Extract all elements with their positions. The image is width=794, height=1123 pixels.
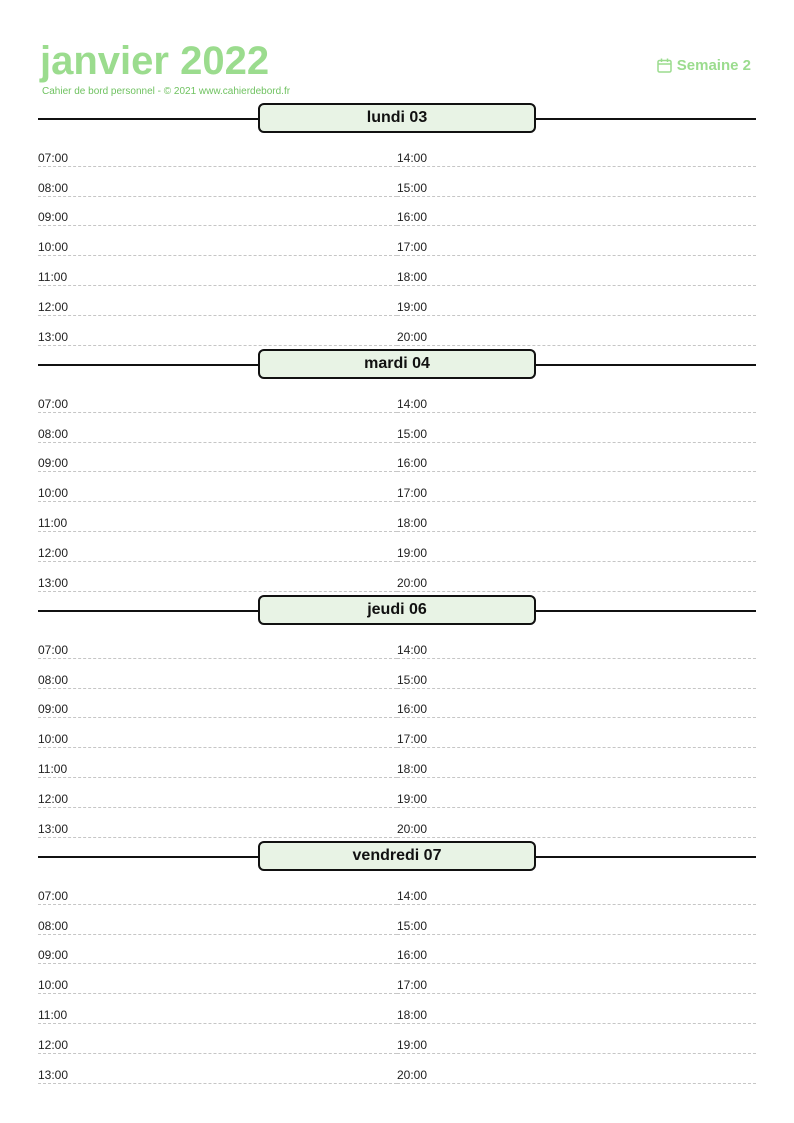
time-slot[interactable]: 12:00 <box>38 1024 397 1054</box>
time-slot[interactable]: 17:00 <box>397 226 756 256</box>
time-slot[interactable]: 18:00 <box>397 256 756 286</box>
time-slot[interactable]: 10:00 <box>38 226 397 256</box>
time-slot[interactable]: 20:00 <box>397 316 756 346</box>
time-slots <box>38 137 756 346</box>
day-label: mardi 04 <box>258 349 536 379</box>
afternoon-column <box>397 383 756 592</box>
time-slot[interactable]: 13:00 <box>38 562 397 592</box>
time-slot[interactable]: 11:00 <box>38 994 397 1024</box>
day-label: vendredi 07 <box>258 841 536 871</box>
time-slot[interactable]: 07:00 <box>38 875 397 905</box>
calendar-icon <box>657 58 672 73</box>
time-slot[interactable]: 14:00 <box>397 629 756 659</box>
time-slot[interactable]: 07:00 <box>38 137 397 167</box>
time-slot[interactable]: 15:00 <box>397 167 756 197</box>
time-slot[interactable]: 12:00 <box>38 778 397 808</box>
page-subtitle: Cahier de bord personnel - © 2021 www.cahierdebord.fr <box>42 86 291 97</box>
week-indicator <box>657 57 751 74</box>
time-slot[interactable]: 19:00 <box>397 532 756 562</box>
time-slot[interactable]: 14:00 <box>397 137 756 167</box>
time-slot[interactable]: 17:00 <box>397 718 756 748</box>
time-slot[interactable]: 08:00 <box>38 905 397 935</box>
time-slot[interactable]: 16:00 <box>397 689 756 719</box>
time-slot[interactable]: 10:00 <box>38 472 397 502</box>
morning-column <box>38 629 397 838</box>
time-slot[interactable]: 08:00 <box>38 167 397 197</box>
time-slot[interactable]: 09:00 <box>38 197 397 227</box>
time-slot[interactable]: 19:00 <box>397 286 756 316</box>
time-slots <box>38 629 756 838</box>
time-slot[interactable]: 09:00 <box>38 935 397 965</box>
morning-column <box>38 137 397 346</box>
day-section <box>38 349 756 595</box>
time-slot[interactable]: 18:00 <box>397 994 756 1024</box>
day-section <box>38 103 756 349</box>
afternoon-column <box>397 137 756 346</box>
time-slot[interactable]: 16:00 <box>397 935 756 965</box>
time-slot[interactable]: 08:00 <box>38 659 397 689</box>
week-label: Semaine 2 <box>676 57 751 74</box>
afternoon-column <box>397 629 756 838</box>
time-slot[interactable]: 08:00 <box>38 413 397 443</box>
morning-column <box>38 875 397 1084</box>
time-slot[interactable]: 20:00 <box>397 1054 756 1084</box>
time-slot[interactable]: 14:00 <box>397 875 756 905</box>
time-slot[interactable]: 16:00 <box>397 443 756 473</box>
afternoon-column <box>397 875 756 1084</box>
time-slot[interactable]: 13:00 <box>38 808 397 838</box>
time-slot[interactable]: 20:00 <box>397 562 756 592</box>
time-slot[interactable]: 09:00 <box>38 443 397 473</box>
time-slot[interactable]: 12:00 <box>38 532 397 562</box>
time-slot[interactable]: 17:00 <box>397 472 756 502</box>
time-slot[interactable]: 10:00 <box>38 964 397 994</box>
time-slot[interactable]: 15:00 <box>397 413 756 443</box>
time-slot[interactable]: 11:00 <box>38 256 397 286</box>
time-slot[interactable]: 11:00 <box>38 502 397 532</box>
time-slot[interactable]: 18:00 <box>397 502 756 532</box>
time-slot[interactable]: 15:00 <box>397 659 756 689</box>
time-slots <box>38 875 756 1084</box>
time-slot[interactable]: 10:00 <box>38 718 397 748</box>
time-slot[interactable]: 16:00 <box>397 197 756 227</box>
page-title: janvier 2022 <box>40 39 270 83</box>
time-slot[interactable]: 11:00 <box>38 748 397 778</box>
time-slot[interactable]: 19:00 <box>397 1024 756 1054</box>
day-label: jeudi 06 <box>258 595 536 625</box>
time-slot[interactable]: 19:00 <box>397 778 756 808</box>
time-slot[interactable]: 15:00 <box>397 905 756 935</box>
time-slot[interactable]: 12:00 <box>38 286 397 316</box>
time-slot[interactable]: 07:00 <box>38 629 397 659</box>
time-slots <box>38 383 756 592</box>
day-section <box>38 841 756 1087</box>
morning-column <box>38 383 397 592</box>
day-section <box>38 595 756 841</box>
time-slot[interactable]: 18:00 <box>397 748 756 778</box>
day-label: lundi 03 <box>258 103 536 133</box>
time-slot[interactable]: 20:00 <box>397 808 756 838</box>
time-slot[interactable]: 14:00 <box>397 383 756 413</box>
time-slot[interactable]: 13:00 <box>38 1054 397 1084</box>
time-slot[interactable]: 07:00 <box>38 383 397 413</box>
time-slot[interactable]: 17:00 <box>397 964 756 994</box>
time-slot[interactable]: 13:00 <box>38 316 397 346</box>
time-slot[interactable]: 09:00 <box>38 689 397 719</box>
